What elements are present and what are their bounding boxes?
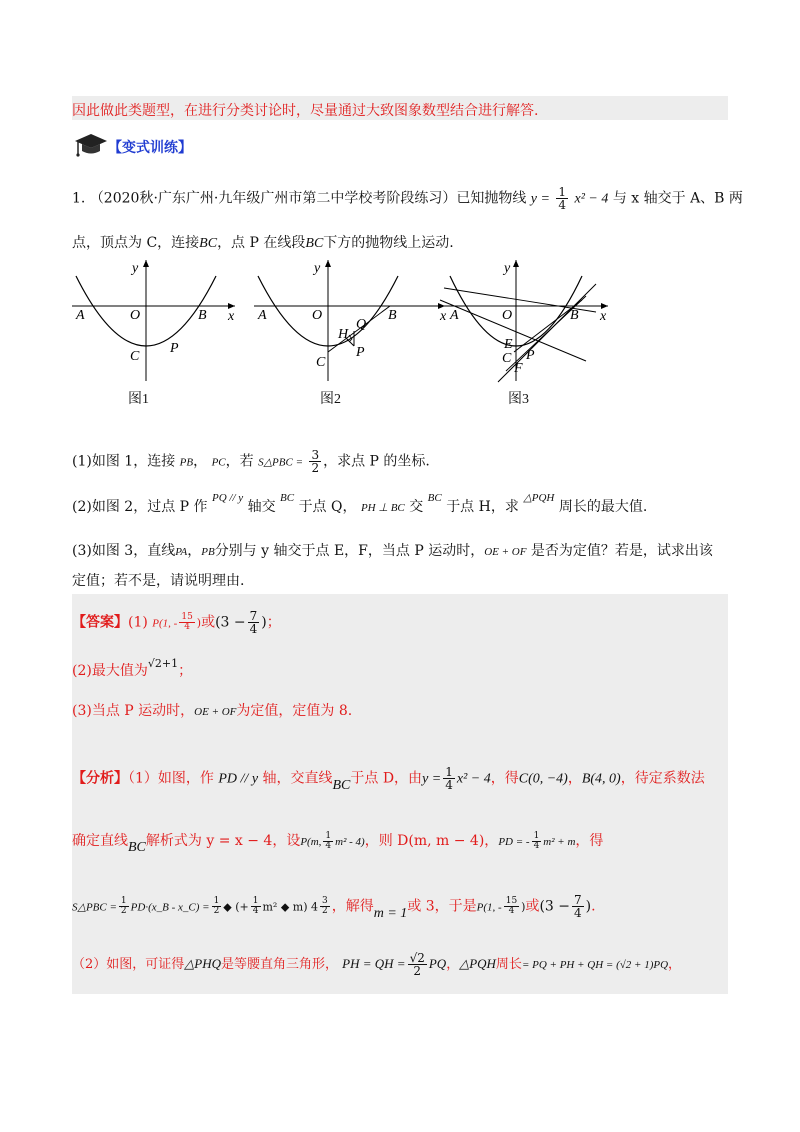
question-1: (1)如图 1，连接 PB， PC，若 S△PBC = $\frac{3}{2}$ ，求点 P 的坐标. [72, 448, 430, 475]
parabola-eq-prefix: y = [530, 191, 550, 207]
parabola-eq-fraction: $\frac{1}{4}$ [558, 185, 567, 212]
figure-3-caption: 图3 [508, 392, 529, 407]
fig2-label-Q: Q [356, 317, 367, 332]
answer-3: (3)当点 P 运动时，OE + OF为定值，定值为 8. [72, 703, 353, 719]
fig3-label-C: C [502, 351, 512, 366]
fig1-label-P: P [170, 341, 179, 356]
fig3-label-E: E [504, 337, 513, 352]
fig2-label-x: x [440, 309, 447, 324]
section-title: 【变式训练】 [108, 140, 192, 156]
problem-text-1-end: 与 x 轴交于 A、B 两 [612, 190, 743, 207]
question-3: (3)如图 3，直线PA，PB分别与 y 轴交于点 E，F，当点 P 运动时，OE + OF 是否为定值？若是，试求出该 [72, 543, 713, 559]
parabola-eq-suffix: x² − 4 [574, 191, 609, 207]
fig3-label-A: A [450, 308, 459, 323]
figure-3 [436, 256, 616, 390]
q1-area-fraction: $\frac{3}{2}$ [311, 448, 320, 475]
fig3-label-O: O [502, 308, 513, 323]
analysis-1: 【分析】（1）如图，作 PD // y 轴，交直线BC于点 D，由y = $\frac{1}{4}$ x² − 4，得C(0, −4)，B(4, 0)，待定系数法 [72, 765, 705, 793]
fig1-label-O: O [130, 308, 141, 323]
fig2-label-P: P [356, 345, 365, 360]
fig2-label-O: O [312, 308, 323, 323]
fig2-label-H: H [338, 327, 349, 342]
answer-label: 【答案】 [72, 614, 128, 631]
fig2-label-y: y [314, 261, 321, 276]
fig3-label-B: B [570, 308, 579, 323]
fig3-label-y: y [504, 261, 511, 276]
question-3-cont: 定值；若不是，请说明理由. [72, 573, 245, 589]
answer-box [72, 594, 728, 994]
analysis-4: （2）如图，可证得△PHQ是等腰直角三角形， PH = QH = $\frac{√2}{2}$ PQ，△PQH周长= PQ + PH + QH = (√2 + 1)PQ， [72, 951, 682, 978]
fig1-label-A: A [76, 308, 85, 323]
question-2: (2)如图 2，过点 P 作 $^{PQ // y}$ 轴交 $^{BC}$ 于点 Q， PH ⊥ BC 交 $^{BC}$ 于点 H，求 $^{\triangle PQH}$ 周长的最大值. [72, 492, 648, 515]
answer-1: 【答案】(1) P(1, - $\frac{15}{4}$ )或(3 − $\frac{7}{4}$ )； [72, 609, 281, 636]
figure-1-caption: 图1 [128, 392, 149, 407]
fig2-label-B: B [388, 308, 397, 323]
fig2-label-C: C [316, 355, 326, 370]
fig2-label-A: A [258, 308, 267, 323]
problem-line-2: 点，顶点为 C，连接BC，点 P 在线段BC下方的抛物线上运动. [72, 235, 454, 251]
problem-number: 1. [72, 190, 86, 207]
fig1-label-x: x [228, 309, 235, 324]
fig3-label-P: P [526, 348, 535, 363]
fig1-label-C: C [130, 349, 140, 364]
graduation-cap-icon [74, 132, 108, 162]
analysis-label: 【分析】 [72, 770, 128, 787]
figure-1 [70, 256, 240, 390]
intro-note: 因此做此类题型，在进行分类讨论时，尽量通过大致图象数型结合进行解答. [72, 103, 539, 119]
answer-2: (2)最大值为$^{√2+1}$； [72, 657, 193, 679]
fig3-label-x: x [600, 309, 607, 324]
fig1-label-B: B [198, 308, 207, 323]
fig1-label-y: y [132, 261, 139, 276]
figure-2-caption: 图2 [320, 392, 341, 407]
figure-2 [250, 256, 450, 390]
problem-source: （2020秋·广东广州·九年级广州市第二中学校考阶段练习）已知抛物线 [89, 190, 527, 207]
fig3-label-F: F [514, 361, 523, 376]
analysis-2: 确定直线BC解析式为 y = x − 4，设P(m, $\frac{1}{4}$ m² - 4)，则 D(m, m − 4)，PD = - $\frac{1}{4}$ m² + m，得 [72, 830, 604, 855]
analysis-3: S△PBC = $\frac{1}{2}$ PD·(x_B - x_C) = $\frac{1}{2}$ ◆ (+ $\frac{1}{4}$ m² ◆ m) 4 $\frac{3}{2}$ ，解得m = 1或 3，于是P(1, - $\frac{15}{4}$ )或(3 − $\frac{7}{4}$ ). [72, 893, 596, 921]
problem-line-1 [72, 186, 743, 211]
